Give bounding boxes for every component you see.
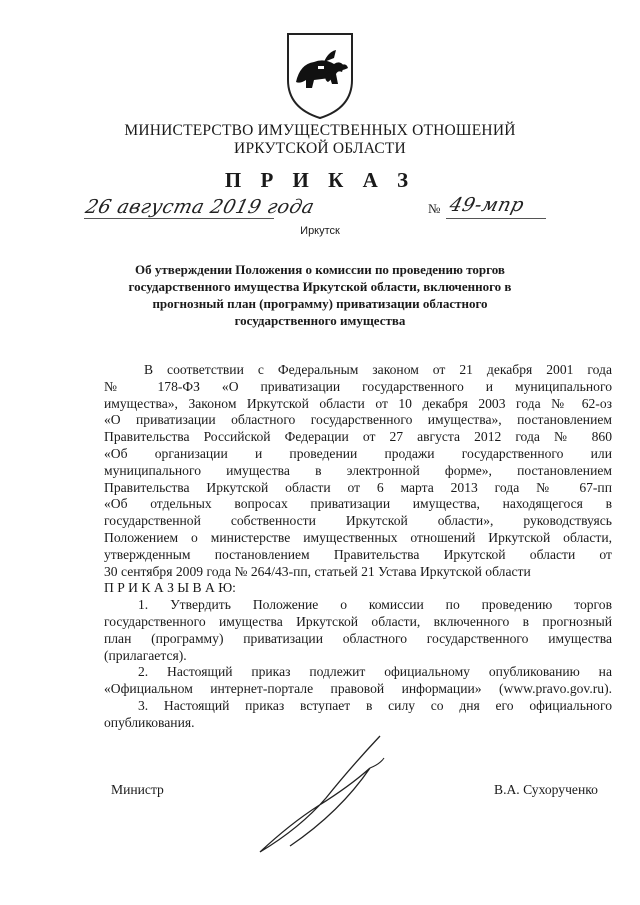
irkutsk-coat-of-arms-icon	[284, 28, 356, 120]
order-date: 26 августа 2019 года	[83, 196, 317, 218]
body-line: опубликования.	[104, 714, 195, 730]
body-line: «Официальном интернет-портале правовой информации» (www.pravo.gov.ru).	[104, 681, 612, 697]
ministry-name-line1: МИНИСТЕРСТВО ИМУЩЕСТВЕННЫХ ОТНОШЕНИЙ	[124, 122, 516, 139]
city-name: Иркутск	[300, 225, 340, 237]
body-line: Правительства Российской Федерации от 27 августа 2012 года № 860	[104, 429, 612, 445]
body-line: «Об организации и проведении продажи государственного или	[104, 445, 612, 461]
handwritten-signature	[230, 728, 420, 858]
body-line: имущества», Законом Иркутской области от 10 декабря 2003 года № 62-оз	[104, 395, 612, 411]
body-line: «Об отдельных вопросах приватизации имущества, находящегося в	[104, 496, 612, 512]
body-line: Положением о министерстве имущественных отношений Иркутской области,	[104, 529, 612, 545]
body-line: В соответствии с Федеральным законом от 21 декабря 2001 года	[144, 362, 612, 377]
ministry-name-line2: ИРКУТСКОЙ ОБЛАСТИ	[234, 140, 406, 157]
subject-line: Об утверждении Положения о комиссии по проведению торгов	[135, 262, 505, 277]
clause-3: 3. Настоящий приказ вступает в силу со дня его официального	[138, 697, 612, 713]
body-line: государственного имущества Иркутской области, включенного в прогнозный	[104, 613, 612, 629]
number-underline	[446, 218, 546, 219]
body-line: 30 сентября 2009 года № 264/43-пп, статьей 21 Устава Иркутской области	[104, 563, 531, 579]
order-title: П Р И К А З	[224, 168, 416, 192]
subject-line: государственного имущества	[234, 313, 406, 328]
signatory-position: Министр	[111, 782, 164, 797]
date-underline	[84, 218, 274, 219]
signatory-name: В.А. Сухорученко	[494, 782, 598, 797]
body-line: (прилагается).	[104, 647, 187, 663]
clause-2: 2. Настоящий приказ подлежит официальному опубликованию на	[138, 664, 612, 680]
body-line: «О приватизации областного государственного имущества», постановлением	[104, 412, 612, 428]
body-line: план (программу) приватизации областного государственного имущества	[104, 630, 612, 646]
body-line: № 178-ФЗ «О приватизации государственного и муниципального	[104, 378, 612, 394]
clause-1: 1. Утвердить Положение о комиссии по проведению торгов	[138, 597, 612, 613]
order-number: 49-мпр	[447, 194, 527, 216]
body-line: Правительства Иркутской области от 6 марта 2013 года № 67-пп	[104, 479, 612, 495]
body-line: муниципального имущества в электронной форме», постановлением	[104, 462, 612, 478]
body-line: государственной собственности Иркутской области», руководствуясь	[104, 513, 612, 529]
number-sign: №	[428, 201, 441, 216]
body-line: утвержденным постановлением Правительства Иркутской области от	[104, 546, 612, 562]
order-subject	[110, 261, 530, 329]
order-body	[104, 362, 612, 732]
subject-line: государственного имущества Иркутской области, включенного в	[128, 279, 512, 294]
subject-line: прогнозный план (программу) приватизации областного	[152, 296, 488, 311]
order-directive: П Р И К А З Ы В А Ю:	[104, 580, 236, 596]
